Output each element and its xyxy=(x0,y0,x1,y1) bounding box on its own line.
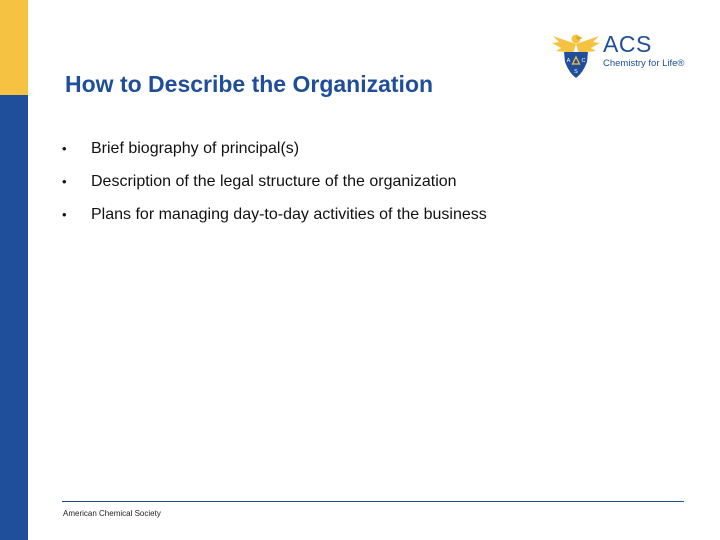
emblem-letter-c: C xyxy=(581,58,586,64)
logo-tagline: Chemistry for Life® xyxy=(603,58,685,69)
bullet-item xyxy=(62,140,487,173)
acs-eagle-emblem-icon xyxy=(550,30,602,80)
left-band-gold xyxy=(0,0,28,95)
bullet-marker: • xyxy=(62,174,67,189)
bullet-item xyxy=(62,173,487,206)
bullet-text: Brief biography of principal(s) xyxy=(91,140,300,157)
logo-wordmark: ACS xyxy=(603,31,652,57)
left-band-blue xyxy=(0,95,28,540)
emblem-letter-s: S xyxy=(574,69,578,75)
emblem-letter-a: A xyxy=(566,58,571,64)
bullet-item xyxy=(62,206,487,239)
bullet-text: Plans for managing day-to-day activities of the business xyxy=(91,206,487,223)
bullet-list xyxy=(62,140,487,239)
slide-title: How to Describe the Organization xyxy=(65,71,434,97)
bullet-marker: • xyxy=(62,141,67,156)
footer-text: American Chemical Society xyxy=(63,509,161,518)
acs-logo xyxy=(550,30,690,80)
footer-divider xyxy=(62,501,684,502)
bullet-text: Description of the legal structure of the organization xyxy=(91,173,457,190)
bullet-marker: • xyxy=(62,207,67,222)
